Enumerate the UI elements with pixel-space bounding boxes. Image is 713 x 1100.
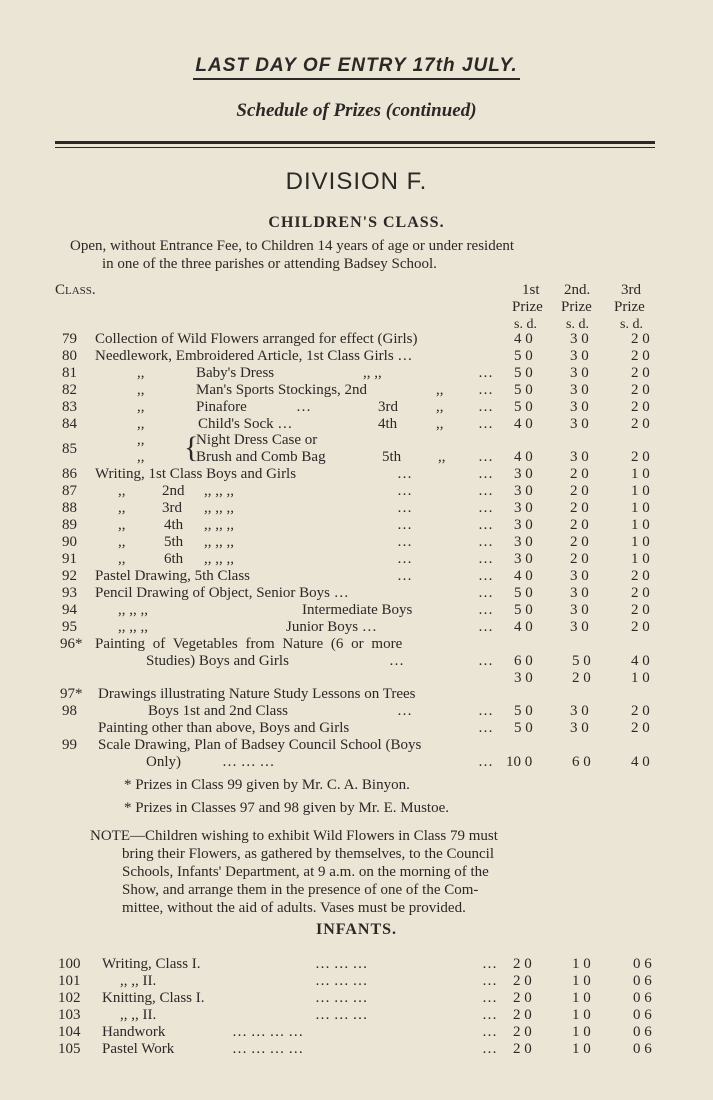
- note-line: NOTE—Children wishing to exhibit Wild Flowers in Class 79 must: [90, 828, 498, 844]
- class-number: 101: [58, 973, 81, 989]
- prize-3rd: 1 0: [631, 534, 650, 550]
- prize-3rd: 2 0: [631, 382, 650, 398]
- class-number: 83: [62, 399, 77, 415]
- class-number: 104: [58, 1024, 81, 1040]
- prize-1st: 6 0: [514, 653, 533, 669]
- divider-thick: [55, 141, 655, 144]
- class-number: 95: [62, 619, 77, 635]
- prize-1st: 2 0: [513, 956, 532, 972]
- leader-dots: …: [478, 449, 493, 465]
- ditto-mark: ,,: [137, 449, 145, 465]
- leader-dots: …: [478, 365, 493, 381]
- prize-3rd: 0 6: [633, 956, 652, 972]
- prize-3rd: 2 0: [631, 416, 650, 432]
- ditto-mark: ,,: [137, 365, 145, 381]
- class-description: Collection of Wild Flowers arranged for effect (Girls): [95, 331, 418, 347]
- ditto-mark: ,,: [118, 534, 126, 550]
- prize-1st-alt: 3 0: [514, 670, 533, 686]
- prize-2nd: 2 0: [570, 534, 589, 550]
- class-number: 81: [62, 365, 77, 381]
- leader-dots: …: [478, 720, 493, 736]
- class-description: Knitting, Class I.: [102, 990, 205, 1006]
- prize-1st: 5 0: [514, 585, 533, 601]
- class-number: 82: [62, 382, 77, 398]
- prize-3rd: 0 6: [633, 1007, 652, 1023]
- prize-2nd: 2 0: [570, 466, 589, 482]
- prize-1st: 3 0: [514, 517, 533, 533]
- leader-dots: …: [478, 703, 493, 719]
- prize-1st: 5 0: [514, 703, 533, 719]
- leader-dots: …: [478, 466, 493, 482]
- leader-dots: … … … …: [232, 1024, 304, 1040]
- ditto-mark: ,,: [436, 382, 444, 398]
- class-description: Needlework, Embroidered Article, 1st Class Girls …: [95, 348, 413, 364]
- ditto-mark: ,,: [436, 416, 444, 432]
- leader-dots: …: [397, 517, 412, 533]
- leader-dots: …: [478, 534, 493, 550]
- prize-1st: 2 0: [513, 1007, 532, 1023]
- entry-deadline-text: LAST DAY OF ENTRY 17th JULY.: [193, 55, 519, 80]
- class-grade: 4th: [164, 517, 184, 533]
- schedule-title: Schedule of Prizes (continued): [236, 100, 477, 121]
- prize-1st: 2 0: [513, 973, 532, 989]
- class-description: Intermediate Boys: [302, 602, 413, 618]
- class-number: 85: [62, 441, 77, 457]
- leader-dots: …: [482, 990, 497, 1006]
- division-title: DIVISION F.: [285, 168, 428, 195]
- prize-3rd: 2 0: [631, 602, 650, 618]
- col-2nd-prize: Prize: [561, 299, 592, 315]
- prize-2nd: 2 0: [570, 483, 589, 499]
- ditto-mark: ,,: [137, 416, 145, 432]
- ditto-mark: ,,: [438, 449, 446, 465]
- leader-dots: …: [478, 653, 493, 669]
- prize-3rd: 2 0: [631, 348, 650, 364]
- class-number: 88: [62, 500, 77, 516]
- prize-3rd: 4 0: [631, 653, 650, 669]
- class-description: Night Dress Case or: [196, 432, 318, 448]
- class-description: Scale Drawing, Plan of Badsey Council School (Boys: [98, 737, 422, 753]
- leader-dots: …: [482, 1024, 497, 1040]
- ditto-mark: ,, ,, ,,: [204, 517, 234, 533]
- ditto-mark: ,, ,, ,,: [118, 602, 148, 618]
- class-description: Pencil Drawing of Object, Senior Boys …: [95, 585, 349, 601]
- class-number: 102: [58, 990, 81, 1006]
- prize-1st: 2 0: [513, 1041, 532, 1057]
- class-description: Baby's Dress: [196, 365, 275, 381]
- prize-2nd: 3 0: [570, 602, 589, 618]
- leader-dots: …: [478, 500, 493, 516]
- prize-2nd-alt: 2 0: [572, 670, 591, 686]
- ditto-mark: ,, ,, ,,: [204, 483, 234, 499]
- prize-2nd: 1 0: [572, 990, 591, 1006]
- prize-2nd: 3 0: [570, 585, 589, 601]
- prize-1st: 10 0: [506, 754, 533, 770]
- class-number: 94: [62, 602, 77, 618]
- ditto-mark: ,, ,, ,,: [204, 500, 234, 516]
- class-description: Drawings illustrating Nature Study Lessons on Trees: [98, 686, 416, 702]
- class-description: Pastel Drawing, 5th Class: [95, 568, 250, 584]
- leader-dots: …: [397, 466, 412, 482]
- class-number: 98: [62, 703, 77, 719]
- class-number: 89: [62, 517, 77, 533]
- prize-3rd: 1 0: [631, 483, 650, 499]
- prize-1st: 5 0: [514, 348, 533, 364]
- prize-1st: 3 0: [514, 500, 533, 516]
- prize-2nd: 5 0: [572, 653, 591, 669]
- prize-2nd: 3 0: [570, 348, 589, 364]
- leader-dots: …: [482, 1007, 497, 1023]
- division-subtitle: CHILDREN'S CLASS.: [268, 214, 445, 231]
- leader-dots: …: [482, 973, 497, 989]
- prize-3rd: 0 6: [633, 990, 652, 1006]
- prize-2nd: 3 0: [570, 568, 589, 584]
- infants-title: INFANTS.: [315, 921, 398, 938]
- leader-dots: … … …: [315, 990, 368, 1006]
- class-number: 86: [62, 466, 77, 482]
- prize-1st: 5 0: [514, 382, 533, 398]
- class-description-cont: Only): [146, 754, 181, 770]
- prize-1st: 3 0: [514, 466, 533, 482]
- class-description: ,, ,, II.: [120, 1007, 157, 1023]
- footnote: * Prizes in Class 99 given by Mr. C. A. Binyon.: [124, 777, 410, 793]
- prize-2nd: 1 0: [572, 956, 591, 972]
- ditto-mark: ,,: [118, 500, 126, 516]
- ditto-mark: ,,: [118, 517, 126, 533]
- ditto-mark: ,,: [137, 399, 145, 415]
- leader-dots: …: [478, 619, 493, 635]
- prize-3rd: 2 0: [631, 331, 650, 347]
- class-number: 90: [62, 534, 77, 550]
- class-number: 92: [62, 568, 77, 584]
- prize-1st: 3 0: [514, 551, 533, 567]
- prize-3rd: 2 0: [631, 568, 650, 584]
- prize-1st: 4 0: [514, 568, 533, 584]
- prize-3rd: 1 0: [631, 517, 650, 533]
- prize-2nd: 3 0: [570, 703, 589, 719]
- leader-dots: … … … …: [232, 1041, 304, 1057]
- class-grade: 2nd: [162, 483, 185, 499]
- leader-dots: …: [478, 754, 493, 770]
- class-description-cont: Brush and Comb Bag: [196, 449, 326, 465]
- prize-2nd: 1 0: [572, 1024, 591, 1040]
- prize-1st: 5 0: [514, 602, 533, 618]
- prize-3rd: 2 0: [631, 585, 650, 601]
- entry-deadline-heading: [0, 55, 713, 77]
- class-number: 96*: [60, 636, 83, 652]
- leader-dots: … … …: [315, 973, 368, 989]
- prize-3rd: 1 0: [631, 466, 650, 482]
- class-description: Man's Sports Stockings, 2nd: [196, 382, 368, 398]
- class-description: Pastel Work: [102, 1041, 175, 1057]
- col-3rd-label: 3rd: [621, 282, 641, 298]
- class-description: Handwork: [102, 1024, 166, 1040]
- prize-3rd: 2 0: [631, 703, 650, 719]
- prize-3rd: 1 0: [631, 500, 650, 516]
- prize-1st: 4 0: [514, 331, 533, 347]
- note-line: Show, and arrange them in the presence of one of the Com-: [122, 882, 479, 898]
- prize-2nd: 3 0: [570, 331, 589, 347]
- prize-1st: 3 0: [514, 483, 533, 499]
- ditto-mark: ,, ,, ,,: [118, 619, 148, 635]
- class-number: 84: [62, 416, 77, 432]
- prize-2nd: 3 0: [570, 365, 589, 381]
- prize-3rd: 1 0: [631, 551, 650, 567]
- prize-3rd: 4 0: [631, 754, 650, 770]
- ditto-mark: ,, ,, ,,: [204, 551, 234, 567]
- leader-dots: …: [482, 1041, 497, 1057]
- prize-3rd: 2 0: [631, 399, 650, 415]
- col-3rd-units: s. d.: [620, 317, 643, 332]
- leader-dots: …: [478, 568, 493, 584]
- leader-dots: …: [478, 551, 493, 567]
- leader-dots: … … …: [315, 956, 368, 972]
- class-grade: 3rd: [162, 500, 182, 516]
- class-description: Boys 1st and 2nd Class: [148, 703, 289, 719]
- leader-dots: …: [478, 416, 493, 432]
- prize-3rd: 0 6: [633, 1024, 652, 1040]
- ditto-mark: ,,: [137, 432, 145, 448]
- prize-3rd: 2 0: [631, 449, 650, 465]
- class-description: Child's Sock …: [198, 416, 293, 432]
- intro-line-2: in one of the three parishes or attending Badsey School.: [102, 256, 437, 272]
- class-description: Writing, Class I.: [102, 956, 201, 972]
- ditto-mark: ,,: [137, 382, 145, 398]
- class-number: 97*: [60, 686, 83, 702]
- class-number: 80: [62, 348, 77, 364]
- prize-2nd: 3 0: [570, 449, 589, 465]
- class-column-label: Class.: [55, 282, 96, 298]
- leader-dots: …: [397, 703, 412, 719]
- leader-dots: … … …: [315, 1007, 368, 1023]
- prize-2nd: 2 0: [570, 551, 589, 567]
- prize-1st: 2 0: [513, 990, 532, 1006]
- ditto-mark: ,, ,,: [363, 365, 382, 381]
- class-number: 93: [62, 585, 77, 601]
- leader-dots: …: [397, 551, 412, 567]
- col-3rd-prize: Prize: [614, 299, 645, 315]
- prize-2nd: 3 0: [570, 382, 589, 398]
- prize-2nd: 3 0: [570, 416, 589, 432]
- leader-dots: …: [478, 585, 493, 601]
- prize-3rd-alt: 1 0: [631, 670, 650, 686]
- prize-3rd: 0 6: [633, 973, 652, 989]
- class-number: 105: [58, 1041, 81, 1057]
- prize-3rd: 2 0: [631, 720, 650, 736]
- prize-2nd: 2 0: [570, 500, 589, 516]
- prize-1st: 5 0: [514, 365, 533, 381]
- leader-dots: …: [397, 500, 412, 516]
- class-grade: 4th: [378, 416, 398, 432]
- col-1st-label: 1st: [522, 282, 540, 298]
- note-line: bring their Flowers, as gathered by themselves, to the Council: [122, 846, 495, 862]
- prize-2nd: 1 0: [572, 1007, 591, 1023]
- ditto-mark: ,, ,, ,,: [204, 534, 234, 550]
- col-2nd-label: 2nd.: [564, 282, 591, 298]
- leader-dots: …: [478, 602, 493, 618]
- class-number: 79: [62, 331, 77, 347]
- note-line: mittee, without the aid of adults. Vases must be provided.: [122, 900, 466, 916]
- ditto-mark: ,,: [436, 399, 444, 415]
- prize-1st: 4 0: [514, 416, 533, 432]
- leader-dots: …: [478, 517, 493, 533]
- leader-dots: …: [397, 483, 412, 499]
- leader-dots: …: [397, 568, 412, 584]
- prize-1st: 4 0: [514, 619, 533, 635]
- prize-1st: 2 0: [513, 1024, 532, 1040]
- class-description: ,, ,, II.: [120, 973, 157, 989]
- class-number: 87: [62, 483, 77, 499]
- ditto-mark: ,,: [118, 551, 126, 567]
- footnote: * Prizes in Classes 97 and 98 given by Mr. E. Mustoe.: [124, 800, 449, 816]
- class-description: Writing, 1st Class Boys and Girls: [95, 466, 297, 482]
- class-description-cont: Studies) Boys and Girls: [146, 653, 289, 669]
- prize-3rd: 2 0: [631, 365, 650, 381]
- ditto-mark: ,,: [118, 483, 126, 499]
- prize-2nd: 1 0: [572, 1041, 591, 1057]
- class-description: Painting of Vegetables from Nature (6 or more: [95, 636, 403, 652]
- col-2nd-units: s. d.: [566, 317, 589, 332]
- col-1st-units: s. d.: [514, 317, 537, 332]
- prize-1st: 5 0: [514, 720, 533, 736]
- class-grade: 3rd: [378, 399, 398, 415]
- intro-line-1: Open, without Entrance Fee, to Children 14 years of age or under resident: [70, 238, 515, 254]
- class-grade: 6th: [164, 551, 184, 567]
- prize-2nd: 3 0: [570, 619, 589, 635]
- class-number: 103: [58, 1007, 81, 1023]
- class-number: 100: [58, 956, 81, 972]
- note-line: Schools, Infants' Department, at 9 a.m. on the morning of the: [122, 864, 489, 880]
- divider-thin: [55, 147, 655, 148]
- leader-dots: … … …: [222, 754, 275, 770]
- leader-dots: …: [389, 653, 404, 669]
- leader-dots: …: [478, 399, 493, 415]
- col-1st-prize: Prize: [512, 299, 543, 315]
- brace: {: [184, 431, 199, 464]
- prize-2nd: 1 0: [572, 973, 591, 989]
- class-grade: 5th: [382, 449, 402, 465]
- prize-3rd: 2 0: [631, 619, 650, 635]
- prize-2nd: 6 0: [572, 754, 591, 770]
- leader-dots: …: [397, 534, 412, 550]
- leader-dots: …: [478, 382, 493, 398]
- prize-2nd: 3 0: [570, 399, 589, 415]
- prize-1st: 4 0: [514, 449, 533, 465]
- prize-3rd: 0 6: [633, 1041, 652, 1057]
- prize-2nd: 3 0: [570, 720, 589, 736]
- prize-1st: 5 0: [514, 399, 533, 415]
- class-number: 91: [62, 551, 77, 567]
- class-description: Pinafore: [196, 399, 247, 415]
- class-description: Junior Boys …: [286, 619, 377, 635]
- leader-dots: …: [482, 956, 497, 972]
- class-number: 99: [62, 737, 77, 753]
- leader-dots: …: [296, 399, 311, 415]
- class-grade: 5th: [164, 534, 184, 550]
- prize-2nd: 2 0: [570, 517, 589, 533]
- class-description: Painting other than above, Boys and Girls: [98, 720, 350, 736]
- prize-1st: 3 0: [514, 534, 533, 550]
- leader-dots: …: [478, 483, 493, 499]
